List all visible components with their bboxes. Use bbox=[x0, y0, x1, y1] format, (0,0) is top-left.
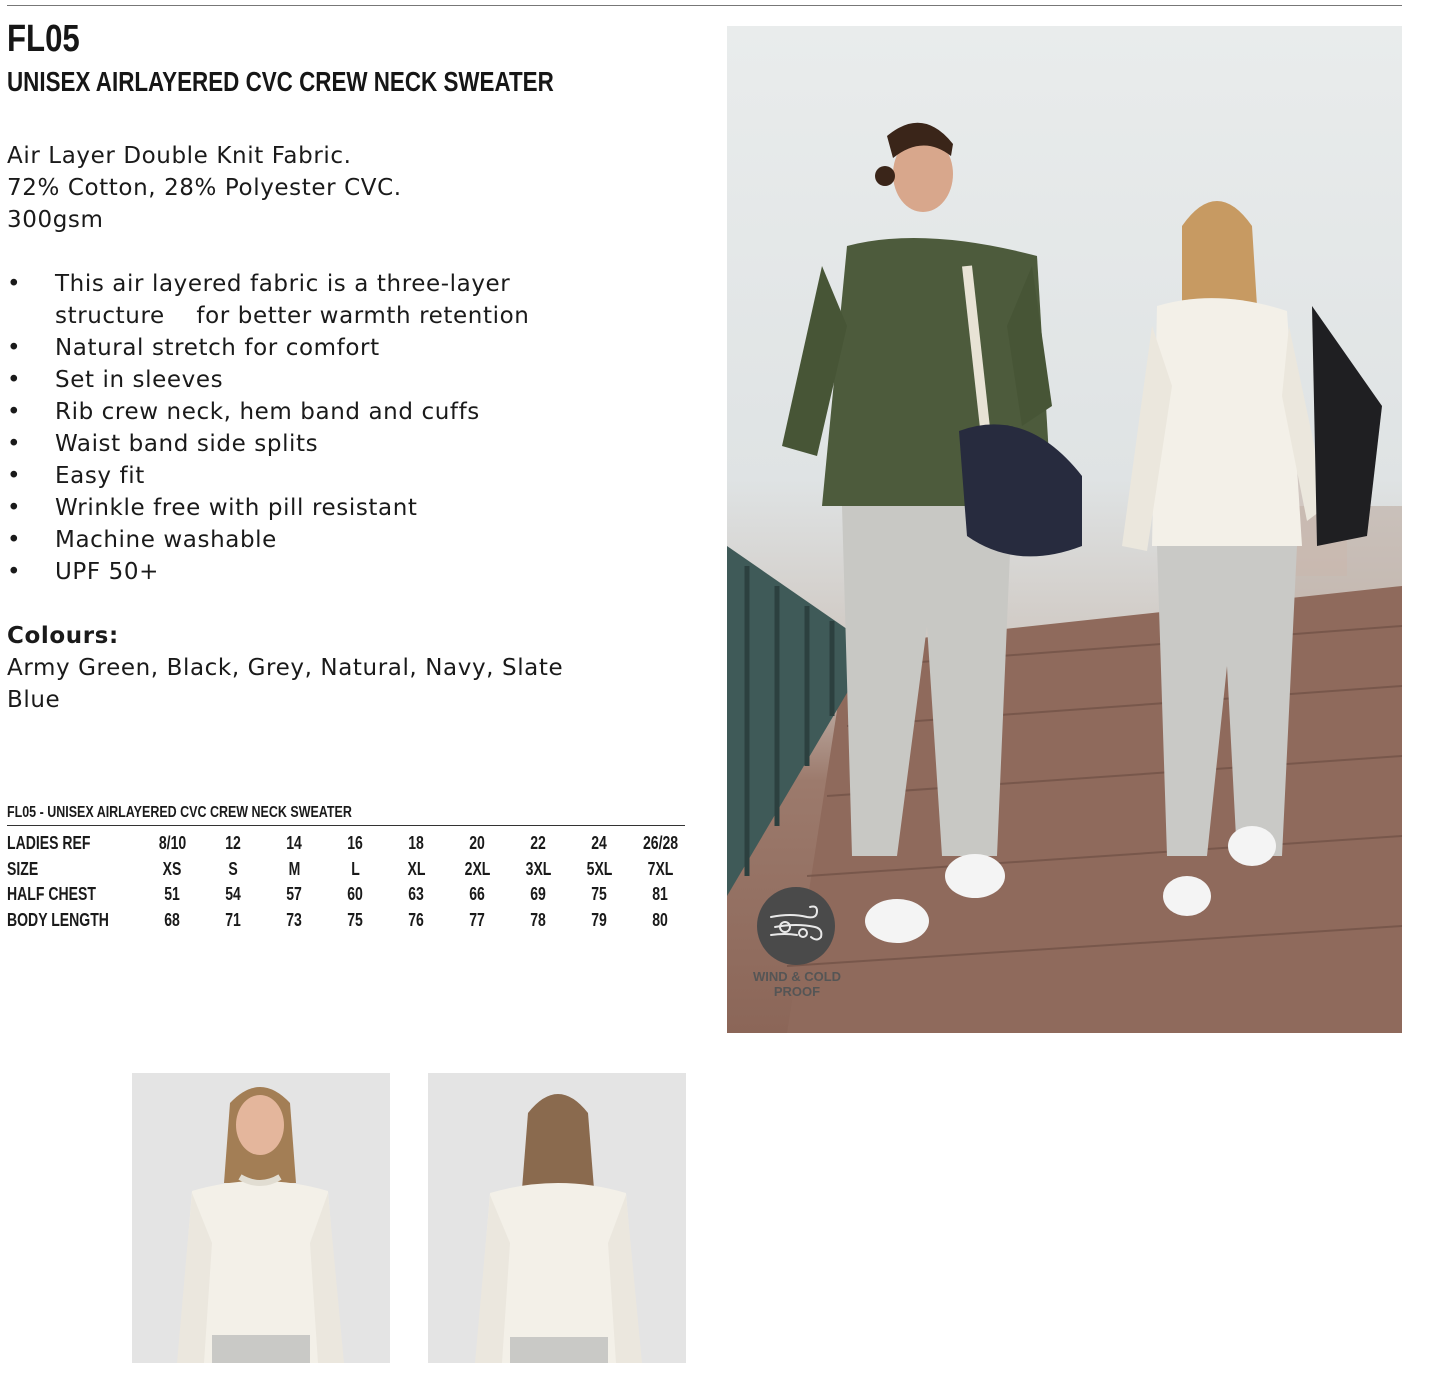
wind-cold-proof-badge bbox=[757, 887, 835, 965]
front-view-photo bbox=[132, 1073, 390, 1363]
size-chart-cell: 8/10 bbox=[158, 833, 187, 854]
size-chart-row bbox=[7, 908, 691, 934]
badge-label: WIND & COLD PROOF bbox=[752, 969, 842, 999]
product-title: UNISEX AIRLAYERED CVC CREW NECK SWEATER bbox=[7, 66, 554, 97]
size-chart-cell: 68 bbox=[164, 909, 181, 930]
front-view-illustration bbox=[132, 1073, 390, 1363]
size-chart-cell: 77 bbox=[469, 909, 486, 930]
size-chart-cell: 73 bbox=[286, 909, 303, 930]
feature-item: • UPF 50+ bbox=[7, 556, 529, 588]
size-chart-row-label: BODY LENGTH bbox=[7, 909, 109, 930]
feature-item: • Machine washable bbox=[7, 524, 529, 556]
size-chart-cell: 5XL bbox=[586, 858, 613, 879]
bullet-icon: • bbox=[7, 495, 22, 521]
wind-icon bbox=[757, 887, 835, 965]
size-chart-rule bbox=[7, 825, 685, 826]
back-view-illustration bbox=[428, 1073, 686, 1363]
composition-line: 72% Cotton, 28% Polyester CVC. bbox=[7, 175, 402, 201]
size-chart-cell: 75 bbox=[591, 884, 608, 905]
bullet-icon: • bbox=[7, 399, 22, 425]
size-chart-row bbox=[7, 882, 691, 908]
bullet-icon: • bbox=[7, 559, 22, 585]
size-chart-cell: 81 bbox=[652, 884, 669, 905]
size-chart-cell: 18 bbox=[408, 833, 425, 854]
feature-list bbox=[7, 268, 529, 588]
size-chart-cell: 2XL bbox=[464, 858, 491, 879]
size-chart-row-label: HALF CHEST bbox=[7, 884, 96, 905]
feature-item: • Wrinkle free with pill resistant bbox=[7, 492, 529, 524]
size-chart-cell: 63 bbox=[408, 884, 425, 905]
product-code: FL05 bbox=[7, 18, 80, 60]
hero-photo bbox=[727, 26, 1402, 1033]
feature-item: • Rib crew neck, hem band and cuffs bbox=[7, 396, 529, 428]
back-view-photo bbox=[428, 1073, 686, 1363]
bullet-icon: • bbox=[7, 271, 22, 297]
size-chart-cell: 12 bbox=[225, 833, 242, 854]
weight-line: 300gsm bbox=[7, 207, 104, 233]
size-chart-row bbox=[7, 857, 691, 883]
feature-item: • Natural stretch for comfort bbox=[7, 332, 529, 364]
size-chart-cell: 80 bbox=[652, 909, 669, 930]
size-chart-cell: 7XL bbox=[647, 858, 674, 879]
size-chart-cell: M bbox=[288, 858, 301, 879]
size-chart-cell: 20 bbox=[469, 833, 486, 854]
size-chart-row-label: SIZE bbox=[7, 858, 39, 879]
feature-item-continuation: structure for better warmth retention bbox=[55, 303, 530, 329]
bullet-icon: • bbox=[7, 527, 22, 553]
size-chart-cell: 57 bbox=[286, 884, 303, 905]
size-chart-row-label: LADIES REF bbox=[7, 833, 91, 854]
size-chart-row bbox=[7, 831, 691, 857]
feature-item: • Set in sleeves bbox=[7, 364, 529, 396]
bullet-icon: • bbox=[7, 431, 22, 457]
size-chart-cell: 75 bbox=[347, 909, 364, 930]
size-chart-cell: 14 bbox=[286, 833, 303, 854]
feature-item: • Easy fit bbox=[7, 460, 529, 492]
top-rule bbox=[7, 5, 1402, 6]
size-chart-caption: FL05 - UNISEX AIRLAYERED CVC CREW NECK SWEATER bbox=[7, 804, 352, 821]
size-chart-cell: 26/28 bbox=[642, 833, 679, 854]
colours-value: Army Green, Black, Grey, Natural, Navy, Slate Blue bbox=[7, 655, 564, 713]
size-chart-cell: 69 bbox=[530, 884, 547, 905]
size-chart-cell: 54 bbox=[225, 884, 242, 905]
fabric-line: Air Layer Double Knit Fabric. bbox=[7, 143, 352, 169]
size-chart-cell: XS bbox=[163, 858, 182, 879]
hero-illustration bbox=[727, 26, 1402, 1033]
bullet-icon: • bbox=[7, 335, 22, 361]
size-chart-cell: 78 bbox=[530, 909, 547, 930]
fabric-description bbox=[7, 140, 402, 236]
size-chart-cell: 71 bbox=[225, 909, 242, 930]
size-chart-cell: L bbox=[351, 858, 360, 879]
size-chart-cell: 16 bbox=[347, 833, 364, 854]
bullet-icon: • bbox=[7, 367, 22, 393]
size-chart-cell: 22 bbox=[530, 833, 547, 854]
feature-item: • This air layered fabric is a three-layer bbox=[7, 268, 529, 300]
feature-item: • Waist band side splits bbox=[7, 428, 529, 460]
size-chart-cell: 60 bbox=[347, 884, 364, 905]
size-chart-table bbox=[7, 831, 691, 933]
size-chart-cell: 24 bbox=[591, 833, 608, 854]
size-chart-cell: 51 bbox=[164, 884, 181, 905]
size-chart-cell: 3XL bbox=[525, 858, 552, 879]
bullet-icon: • bbox=[7, 463, 22, 489]
size-chart-cell: 79 bbox=[591, 909, 608, 930]
size-chart-cell: S bbox=[228, 858, 239, 879]
size-chart-cell: 76 bbox=[408, 909, 425, 930]
size-chart-cell: 66 bbox=[469, 884, 486, 905]
size-chart-cell: XL bbox=[407, 858, 426, 879]
colours-label: Colours: bbox=[7, 623, 119, 649]
